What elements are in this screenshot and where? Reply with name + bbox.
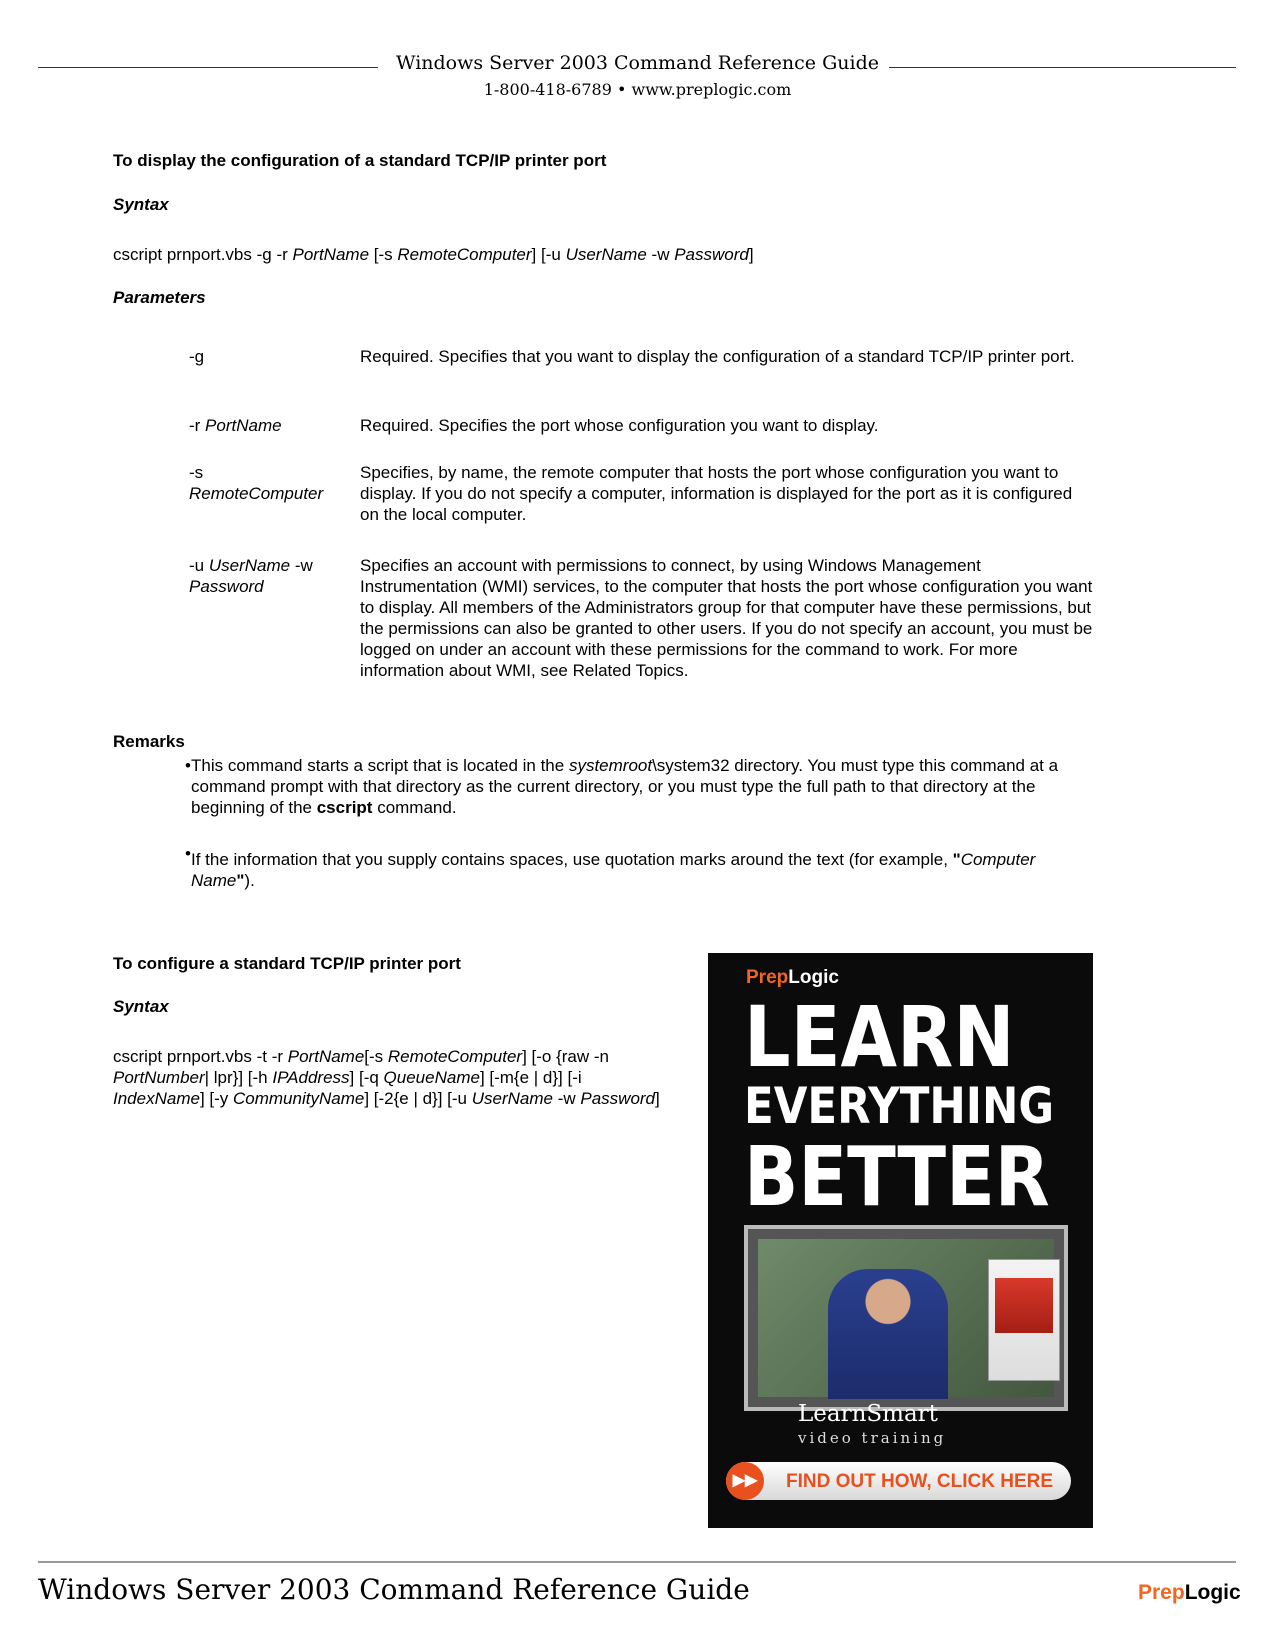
remarks-title: Remarks	[113, 732, 185, 751]
param-name-r: -r PortName	[189, 416, 282, 435]
ad-headline-learn: LEARN	[744, 988, 1015, 1086]
syntax-command-configure: cscript prnport.vbs -t -r PortName[-s RemoteComputer] [-o {raw -n PortNumber| lpr}] [-h IPAddress] [-q QueueName] [-m{e | d}] [-i IndexName] [-y CommunityName] [-2{e | d}] [-u UserName -w Password]	[113, 1047, 660, 1108]
header-contact: 1-800-418-6789 • www.preplogic.com	[483, 80, 792, 99]
param-desc-s: Specifies, by name, the remote computer that hosts the port whose configuration you want to display. If you do not specify a computer, information is displayed for the port as it is configured on the local computer.	[360, 463, 1073, 524]
footer-preplogic-logo: PrepLogic	[1138, 1581, 1241, 1604]
param-name-g: -g	[189, 347, 205, 366]
ad-cta-button[interactable]	[726, 1462, 1071, 1500]
param-desc-u-w: Specifies an account with permissions to connect, by using Windows Management Instrumentation (WMI) services, to the computer that hosts the port whose configuration you want to display. All members of the Administrators group for that computer have these permissions, but the permissions can also be granted to other users. If you do not specify an account, you must be logged on under an account with these permissions for the command to work. For more information about WMI, see Related Topics.	[360, 556, 1093, 680]
ad-headline-everything: EVERYTHING	[744, 1077, 1055, 1135]
syntax-label: Syntax	[113, 195, 169, 214]
param-desc-g: Required. Specifies that you want to display the configuration of a standard TCP/IP printer port.	[360, 347, 1075, 366]
bullet-icon: •	[185, 756, 191, 775]
ad-presenter-image	[828, 1269, 948, 1399]
section-title-display-config: To display the configuration of a standard TCP/IP printer port	[113, 151, 607, 170]
ad-product-name: LearnSmart	[798, 1401, 938, 1427]
parameters-label: Parameters	[113, 288, 206, 307]
ad-preplogic-logo: PrepLogic	[746, 967, 839, 988]
syntax-label: Syntax	[113, 997, 169, 1016]
param-desc-r: Required. Specifies the port whose configuration you want to display.	[360, 416, 879, 435]
ad-headline-better: BETTER	[744, 1130, 1050, 1225]
remark-item-2: • If the information that you supply contains spaces, use quotation marks around the text (for example, "Computer Name").	[185, 844, 1036, 890]
param-name-u-w: -u UserName -w Password	[189, 556, 313, 596]
ad-video-screen-image	[744, 1225, 1068, 1411]
fast-forward-icon: ▶▶	[726, 1462, 764, 1500]
ad-tagline: video training	[798, 1429, 947, 1447]
section-title-configure-port: To configure a standard TCP/IP printer port	[113, 954, 461, 973]
footer-title: Windows Server 2003 Command Reference Guide	[38, 1573, 750, 1606]
remark-item-1: • This command starts a script that is located in the systemroot\system32 directory. You must type this command at a command prompt with that directory as the current directory, or you must type the full path to that directory at the beginning of the cscript command.	[185, 756, 1059, 817]
bullet-icon: •	[185, 844, 191, 863]
footer-rule	[38, 1561, 1236, 1563]
param-name-s: -s RemoteComputer	[189, 463, 324, 503]
ad-product-box-image	[988, 1259, 1060, 1381]
syntax-command: cscript prnport.vbs -g -r PortName [-s RemoteComputer] [-u UserName -w Password]	[113, 245, 754, 264]
header-title: Windows Server 2003 Command Reference Guide	[0, 52, 1275, 74]
learnsmart-ad-banner[interactable]	[708, 953, 1093, 1528]
ad-cta-label: FIND OUT HOW, CLICK HERE	[786, 1471, 1054, 1492]
